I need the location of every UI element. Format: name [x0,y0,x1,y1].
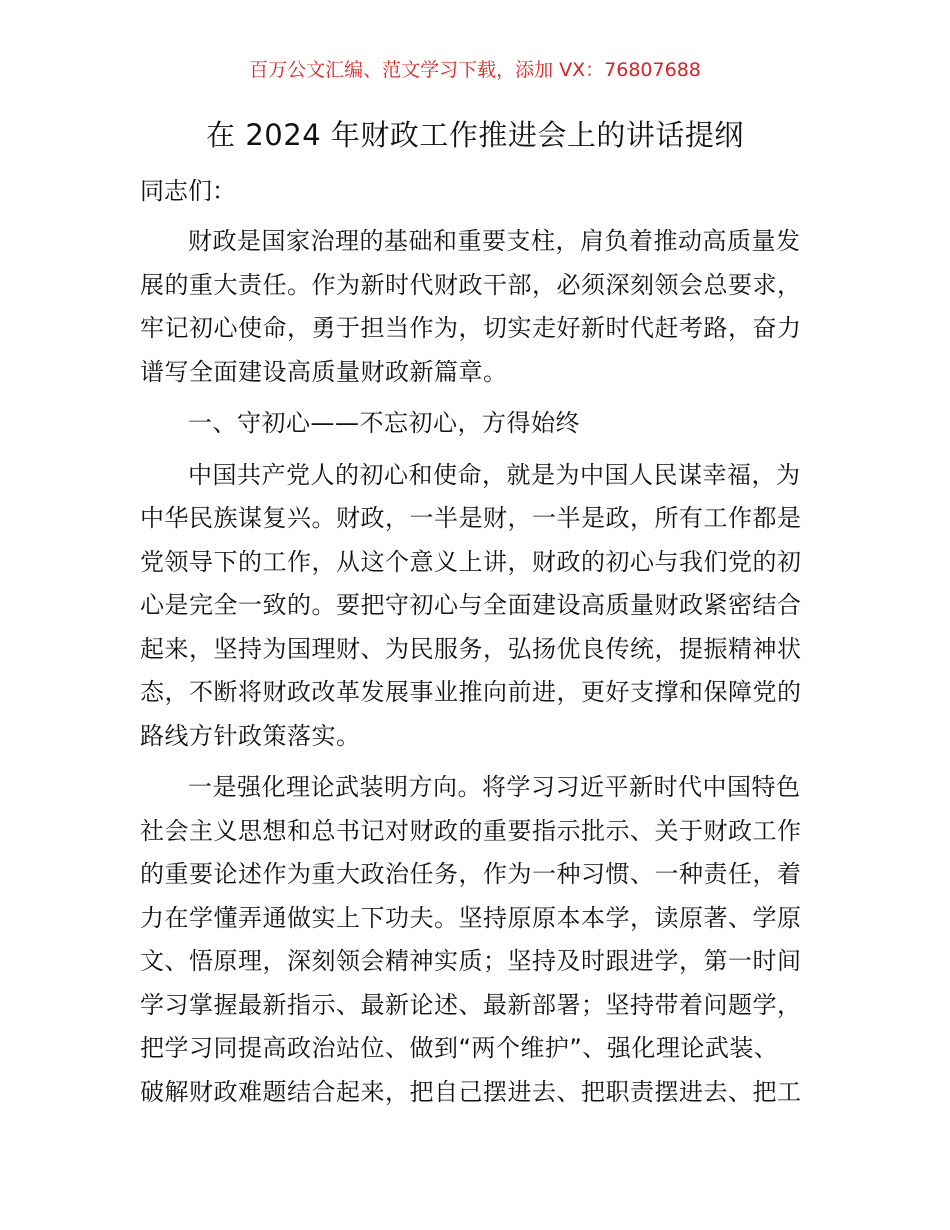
text-line: 文、悟原理，深刻领会精神实质；坚持及时跟进学，第一时间 [140,947,802,975]
text-line: 牢记初心使命，勇于担当作为，切实走好新时代赶考路，奋力 [140,314,802,342]
text-line: 学习掌握最新指示、最新论述、最新部署；坚持带着问题学， [140,990,802,1019]
text-line: 起来，坚持为国理财、为民服务，弘扬优良传统，提振精神状 [140,634,802,663]
text-line: 中华民族谋复兴。财政，一半是财，一半是政，所有工作都是 [140,504,802,532]
text-line: 力在学懂弄通做实上下功夫。坚持原原本本学，读原著、学原 [140,903,802,932]
text-line: 党领导下的工作，从这个意义上讲，财政的初心与我们党的初 [140,547,802,576]
text-line: 展的重大责任。作为新时代财政干部，必须深刻领会总要求， [140,270,802,299]
heading-text: 一、守初心——不忘初心，方得始终 [188,409,580,437]
watermark-banner: 百万公文汇编、范文学习下载，添加 VX：76807688 [249,59,701,81]
text-line: 社会主义思想和总书记对财政的重要指示批示、关于财政工作 [140,816,802,845]
paragraph-intro [140,220,815,394]
text-line: 心是完全一致的。要把守初心与全面建设高质量财政紧密结合 [140,591,802,619]
text-line: 破解财政难题结合起来，把自己摆进去、把职责摆进去、把工 [140,1077,802,1106]
text-line: 中国共产党人的初心和使命，就是为中国人民谋幸福，为 [188,460,801,489]
text-line: 把学习同提高政治站位、做到“两个维护”、强化理论武装、 [140,1034,779,1062]
text-line: 财政是国家治理的基础和重要支柱，肩负着推动高质量发 [188,227,801,255]
paragraph-theory-armament [140,766,815,1114]
text-line: 一是强化理论武装明方向。将学习习近平新时代中国特色 [188,773,801,801]
salutation: 同志们： [140,177,236,205]
text-line: 的重要论述作为重大政治任务，作为一种习惯、一种责任，着 [140,860,802,888]
paragraph-original-mission [140,454,815,759]
section-heading-1 [140,402,815,446]
document-body [140,168,815,1122]
text-line: 路线方针政策落实。 [140,721,361,750]
text-line: 态，不断将财政改革发展事业推向前进，更好支撑和保障党的 [140,678,802,706]
text-line: 谱写全面建设高质量财政新篇章。 [140,357,508,386]
document-title: 在 2024 年财政工作推进会上的讲话提纲 [206,118,744,152]
